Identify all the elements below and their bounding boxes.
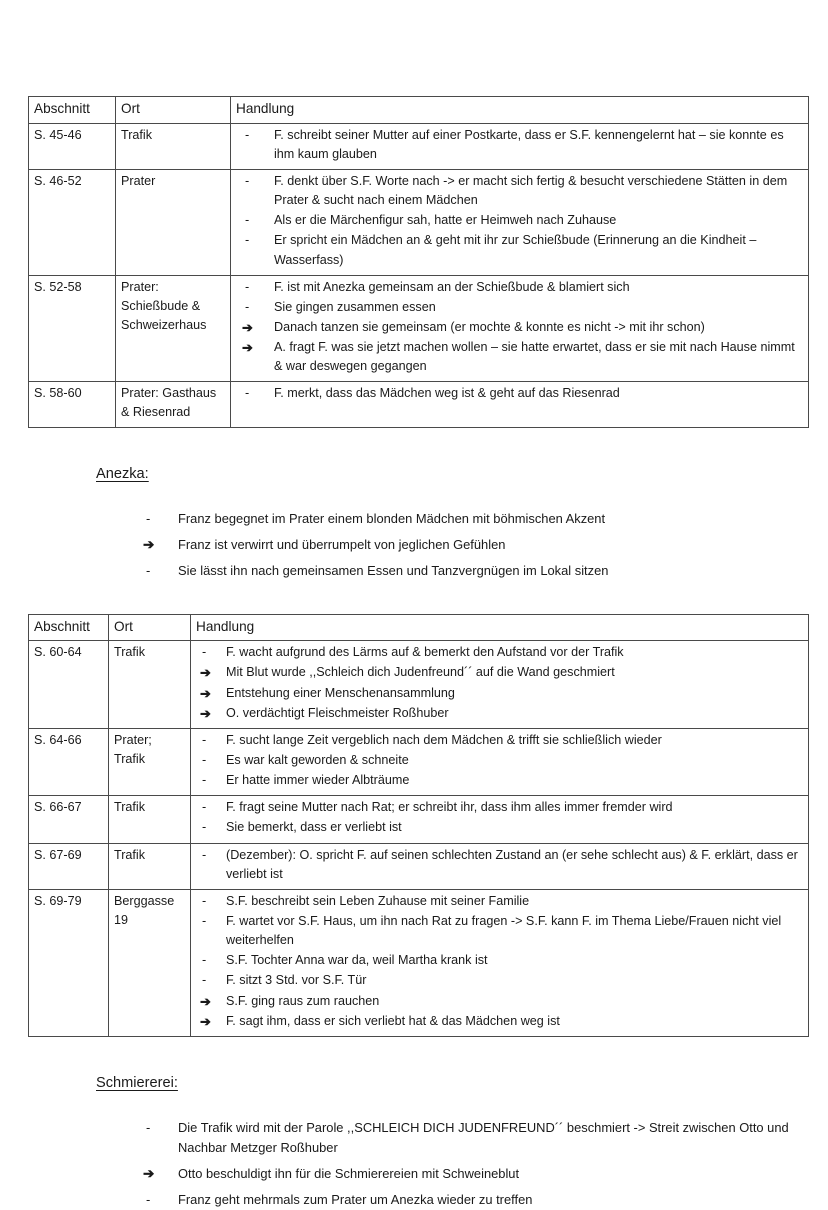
list-item: [28, 1118, 800, 1158]
cell-ort: Prater: Gasthaus & Riesenrad: [116, 382, 231, 427]
cell-abschnitt: S. 66-67: [29, 796, 109, 843]
schmiererei-list: [28, 1118, 800, 1210]
spacer-anezka: [28, 482, 800, 509]
list-item-text: Sie lässt ihn nach gemeinsamen Essen und Tanzvergnügen im Lokal sitzen: [178, 562, 609, 578]
cell-handlung: [191, 796, 809, 843]
dash-marker-icon: -: [146, 510, 151, 526]
arrow-marker-icon: ➔: [200, 685, 211, 701]
arrow-marker-icon: ➔: [242, 319, 253, 335]
handlung-list: [196, 731, 803, 790]
cell-ort: Prater: [116, 169, 231, 275]
list-item: [196, 992, 803, 1011]
list-item-text: F. wacht aufgrund des Lärms auf & bemerkt den Aufstand vor der Trafik: [226, 645, 624, 660]
handlung-list: [196, 846, 803, 884]
list-item-text: S.F. Tochter Anna war da, weil Martha krank ist: [226, 953, 488, 968]
list-item-text: Otto beschuldigt ihn für die Schmierereien mit Schweineblut: [178, 1165, 520, 1181]
dash-marker-icon: -: [245, 386, 250, 401]
cell-handlung: [231, 275, 809, 382]
list-item: [28, 535, 800, 555]
list-item-text: A. fragt F. was sie jetzt machen wollen – sie hatte erwartet, dass er sie mit nach Hause nimmt & war deswegen gegangen: [274, 340, 795, 374]
list-item-text: Die Trafik wird mit der Parole ,,SCHLEICH DICH JUDENFREUND´´ beschmiert -> Streit zwischen Otto und Nachbar Metzger Roßhuber: [178, 1119, 789, 1155]
list-item: [236, 384, 803, 403]
list-item: [196, 771, 803, 790]
table-body-2: [29, 641, 809, 1037]
list-item-text: Danach tanzen sie gemeinsam (er mochte & konnte es nicht -> mit ihr schon): [274, 319, 705, 334]
list-item: [196, 643, 803, 662]
list-item: [236, 298, 803, 317]
list-item-text: Franz begegnet im Prater einem blonden Mädchen mit böhmischen Akzent: [178, 510, 606, 526]
column-header-ort: Ort: [116, 97, 231, 124]
list-item-text: O. verdächtigt Fleischmeister Roßhuber: [226, 705, 449, 720]
list-item-text: F. merkt, dass das Mädchen weg ist & geht auf das Riesenrad: [274, 386, 620, 401]
dash-marker-icon: -: [202, 973, 207, 988]
cell-handlung: [231, 169, 809, 275]
cell-abschnitt: S. 46-52: [29, 169, 116, 275]
cell-abschnitt: S. 45-46: [29, 123, 116, 169]
arrow-marker-icon: ➔: [200, 705, 211, 721]
list-item-text: Er hatte immer wieder Albträume: [226, 773, 410, 788]
cell-abschnitt: S. 69-79: [29, 889, 109, 1036]
list-item: [236, 318, 803, 337]
list-item-text: F. denkt über S.F. Worte nach -> er macht sich fertig & besucht verschiedene Stätten in dem Prater & sucht nach einem Mädchen: [274, 173, 788, 208]
list-item-text: Entstehung einer Menschenansammlung: [226, 685, 455, 700]
list-item: [236, 126, 803, 164]
cell-ort: Berggasse 19: [109, 889, 191, 1036]
list-item: [196, 704, 803, 723]
column-header-abschnitt: Abschnitt: [29, 97, 116, 124]
cell-handlung: [191, 843, 809, 889]
list-item-text: Franz ist verwirrt und überrumpelt von jeglichen Gefühlen: [178, 536, 506, 552]
list-item: [196, 912, 803, 950]
list-item: [236, 211, 803, 230]
cell-ort: Prater: Schießbude & Schweizerhaus: [116, 275, 231, 382]
handlung-list: [236, 278, 803, 377]
dash-marker-icon: -: [146, 562, 151, 578]
arrow-marker-icon: ➔: [242, 340, 253, 356]
dash-marker-icon: -: [245, 127, 250, 142]
section-title-anezka: Anezka:: [96, 465, 149, 482]
dash-marker-icon: -: [146, 1191, 151, 1207]
cell-ort: Trafik: [116, 123, 231, 169]
arrow-marker-icon: ➔: [143, 1165, 155, 1181]
handlung-list: [236, 126, 803, 164]
table-row: [29, 796, 809, 843]
handlung-list: [196, 798, 803, 837]
handlung-list: [236, 384, 803, 403]
table-row: [29, 889, 809, 1036]
list-item: [236, 231, 803, 269]
table-row: [29, 169, 809, 275]
cell-handlung: [231, 123, 809, 169]
list-item-text: F. sagt ihm, dass er sich verliebt hat & das Mädchen weg ist: [226, 1013, 560, 1028]
list-item: [28, 1164, 800, 1184]
top-spacer: [28, 0, 800, 96]
list-item-text: Mit Blut wurde ,,Schleich dich Judenfreund´´ auf die Wand geschmiert: [226, 665, 615, 680]
list-item-text: Als er die Märchenfigur sah, hatte er Heimweh nach Zuhause: [274, 213, 617, 228]
dash-marker-icon: -: [245, 299, 250, 314]
list-item: [196, 846, 803, 884]
list-item: [196, 892, 803, 911]
spacer-after-table-1: [28, 428, 800, 466]
cell-abschnitt: S. 64-66: [29, 728, 109, 795]
dash-marker-icon: -: [202, 913, 207, 928]
cell-handlung: [231, 382, 809, 427]
list-item-text: S.F. beschreibt sein Leben Zuhause mit seiner Familie: [226, 893, 530, 908]
table-row: [29, 382, 809, 427]
dash-marker-icon: -: [245, 279, 250, 294]
dash-marker-icon: -: [202, 773, 207, 788]
list-item-text: F. ist mit Anezka gemeinsam an der Schießbude & blamiert sich: [274, 279, 630, 294]
list-item-text: F. fragt seine Mutter nach Rat; er schreibt ihr, dass ihm alles immer fremder wird: [226, 800, 673, 815]
list-item: [196, 751, 803, 770]
section-title-schmiererei: Schmiererei:: [96, 1074, 178, 1091]
handlung-list: [236, 172, 803, 270]
list-item-text: Er spricht ein Mädchen an & geht mit ihr zur Schießbude (Erinnerung an die Kindheit – Wasserfass): [274, 233, 757, 267]
cell-abschnitt: S. 52-58: [29, 275, 116, 382]
list-item: [196, 1012, 803, 1031]
spacer-after-table-2: [28, 1037, 800, 1075]
list-item-text: F. sitzt 3 Std. vor S.F. Tür: [226, 973, 367, 988]
list-item-text: Franz geht mehrmals zum Prater um Anezka wieder zu treffen: [178, 1191, 533, 1207]
list-item: [196, 798, 803, 817]
list-item-text: Es war kalt geworden & schneite: [226, 752, 409, 767]
dash-marker-icon: -: [202, 953, 207, 968]
cell-ort: Trafik: [109, 796, 191, 843]
cell-ort: Prater; Trafik: [109, 728, 191, 795]
table-row: [29, 641, 809, 729]
list-item: [28, 1190, 800, 1210]
dash-marker-icon: -: [245, 173, 250, 188]
table-row: [29, 843, 809, 889]
list-item: [236, 172, 803, 210]
table-header-row: [29, 97, 809, 124]
list-item-text: (Dezember): O. spricht F. auf seinen schlechten Zustand an (er sehe schlecht aus) & F. erklärt, dass er verliebt ist: [226, 847, 798, 881]
list-item: [196, 731, 803, 750]
section-schmiererei: [28, 1075, 800, 1210]
table-body-1: [29, 123, 809, 427]
cell-handlung: [191, 728, 809, 795]
list-item: [28, 509, 800, 529]
list-item: [196, 684, 803, 703]
dash-marker-icon: -: [202, 893, 207, 908]
list-item-text: Sie gingen zusammen essen: [274, 299, 436, 314]
list-item-text: F. wartet vor S.F. Haus, um ihn nach Rat zu fragen -> S.F. kann F. im Thema Liebe/Frauen nicht viel weiterhelfen: [226, 913, 782, 948]
table-row: [29, 123, 809, 169]
list-item: [236, 338, 803, 376]
table-header-row: [29, 614, 809, 641]
list-item-text: S.F. ging raus zum rauchen: [226, 993, 380, 1008]
anezka-list: [28, 509, 800, 581]
cell-handlung: [191, 889, 809, 1036]
dash-marker-icon: -: [146, 1119, 151, 1135]
list-item-text: F. sucht lange Zeit vergeblich nach dem Mädchen & trifft sie schließlich wieder: [226, 732, 662, 747]
handlung-list: [196, 643, 803, 723]
list-item: [196, 971, 803, 990]
table-row: [29, 728, 809, 795]
list-item: [236, 278, 803, 297]
arrow-marker-icon: ➔: [200, 665, 211, 681]
dash-marker-icon: -: [202, 800, 207, 815]
column-header-handlung: Handlung: [231, 97, 809, 124]
dash-marker-icon: -: [202, 645, 207, 660]
dash-marker-icon: -: [245, 213, 250, 228]
table-row: [29, 275, 809, 382]
summary-table-1: [28, 96, 809, 428]
spacer-schmiererei: [28, 1091, 800, 1118]
arrow-marker-icon: ➔: [200, 993, 211, 1009]
column-header-ort: Ort: [109, 614, 191, 641]
cell-abschnitt: S. 67-69: [29, 843, 109, 889]
list-item: [196, 818, 803, 837]
arrow-marker-icon: ➔: [143, 536, 155, 552]
handlung-list: [196, 892, 803, 1031]
summary-table-2: [28, 614, 809, 1037]
column-header-abschnitt: Abschnitt: [29, 614, 109, 641]
dash-marker-icon: -: [202, 847, 207, 862]
cell-ort: Trafik: [109, 641, 191, 729]
cell-ort: Trafik: [109, 843, 191, 889]
list-item: [196, 951, 803, 970]
section-anezka: [28, 466, 800, 581]
list-item: [28, 561, 800, 581]
dash-marker-icon: -: [245, 233, 250, 248]
list-item-text: F. schreibt seiner Mutter auf einer Postkarte, dass er S.F. kennengelernt hat – sie konnte es ihm kaum glauben: [274, 127, 784, 161]
dash-marker-icon: -: [202, 752, 207, 767]
list-item: [196, 663, 803, 682]
dash-marker-icon: -: [202, 820, 207, 835]
cell-handlung: [191, 641, 809, 729]
arrow-marker-icon: ➔: [200, 1013, 211, 1029]
cell-abschnitt: S. 58-60: [29, 382, 116, 427]
spacer-before-table-2: [28, 587, 800, 614]
list-item-text: Sie bemerkt, dass er verliebt ist: [226, 820, 402, 835]
column-header-handlung: Handlung: [191, 614, 809, 641]
cell-abschnitt: S. 60-64: [29, 641, 109, 729]
dash-marker-icon: -: [202, 732, 207, 747]
